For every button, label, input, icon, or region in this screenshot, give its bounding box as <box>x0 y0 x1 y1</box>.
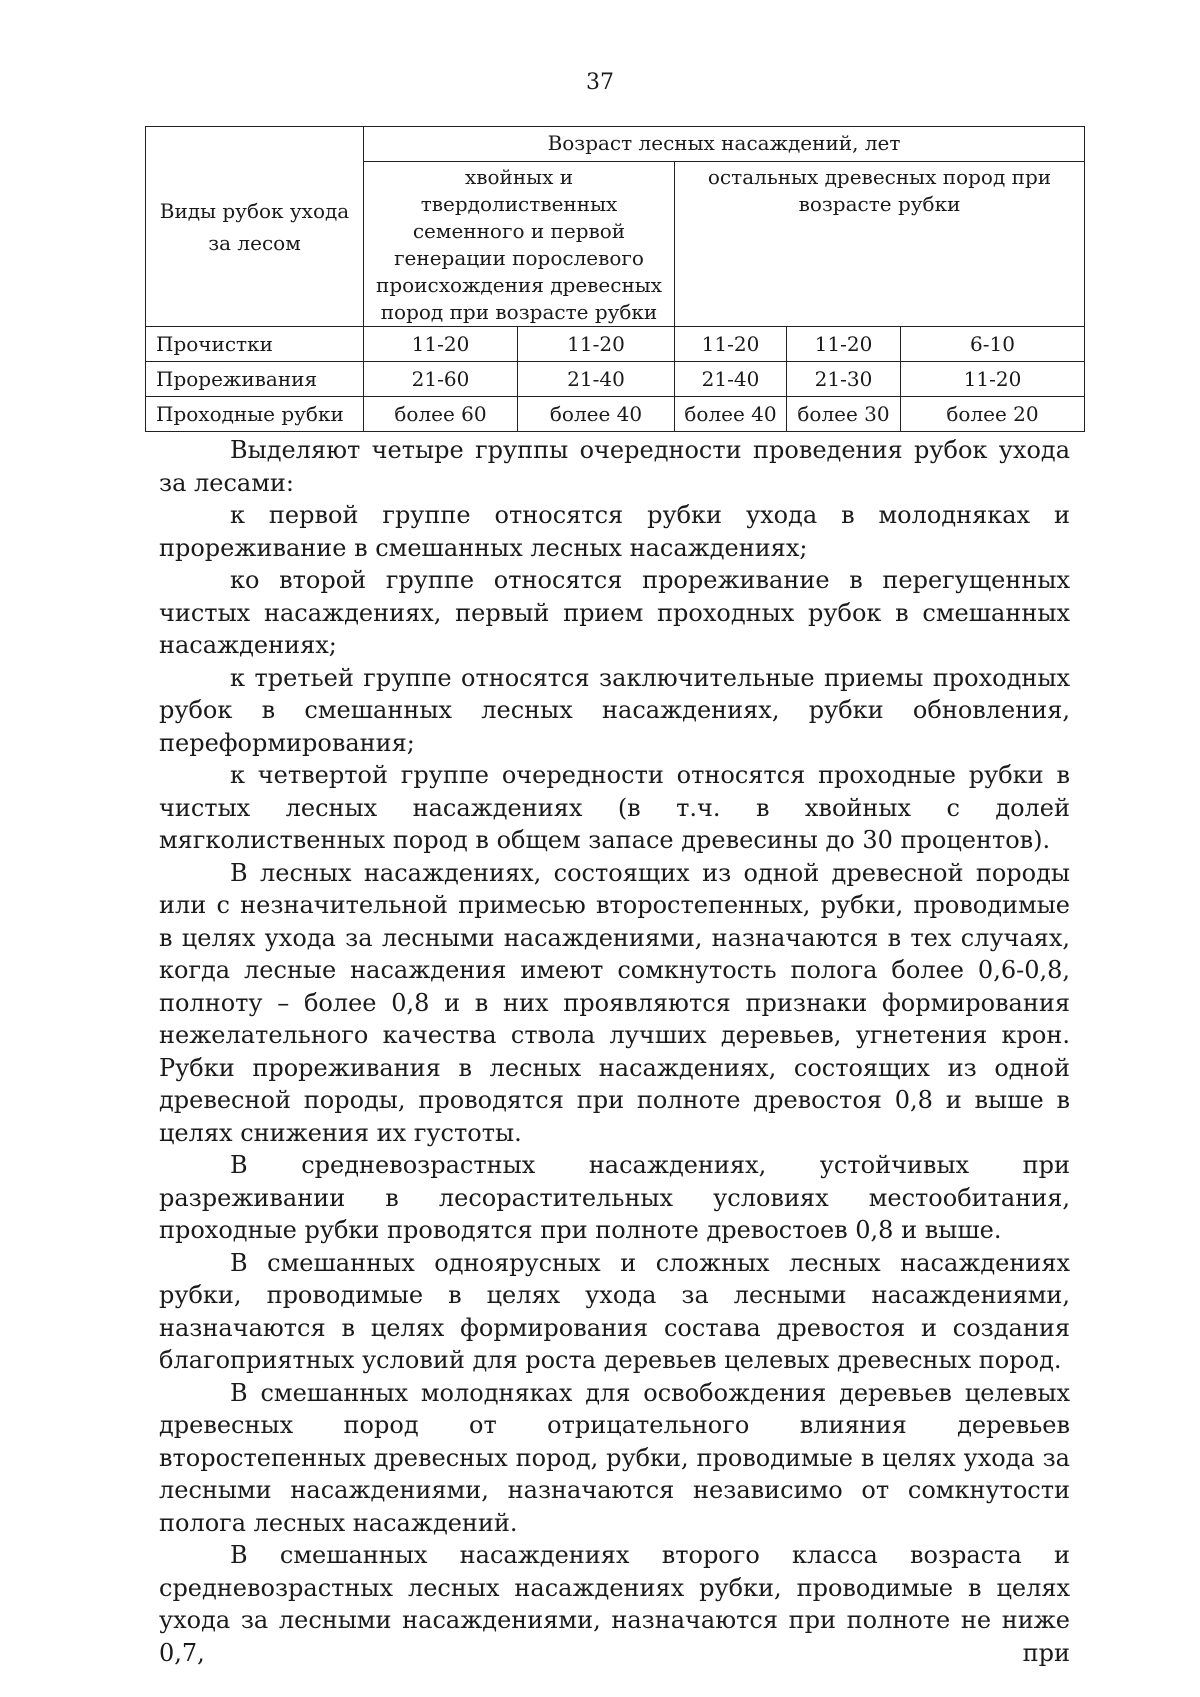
table-cell: 21-40 <box>675 362 787 397</box>
group-header: Возраст лесных насаждений, лет <box>364 127 1085 162</box>
paragraph: В смешанных одноярусных и сложных лесных насаждениях рубки, проводимые в целях ухода за лесными насаждениями, назначаются в целях формирования состава древостоя и создания благоприятных условий для роста деревьев целевых древесных пород. <box>159 1248 1070 1374</box>
paragraph: В смешанных насаждениях второго класса возраста и средневозрастных лесных насаждениях рубки, проводимые в целях ухода за лесными насаждениями, назначаются при полноте не ниже 0,7, при <box>159 1541 1070 1667</box>
table-cell: 11-20 <box>364 327 518 362</box>
subheader-other: остальных древесных пород при возрасте рубки <box>675 162 1085 327</box>
page-number: 37 <box>586 70 614 95</box>
paragraph: к первой группе относятся рубки ухода в молодняках и прореживание в смешанных лесных насаждениях; <box>159 501 1070 562</box>
table-cell: более 40 <box>675 397 787 432</box>
table-cell: 21-40 <box>518 362 675 397</box>
table-cell: 11-20 <box>901 362 1085 397</box>
subheader-conifer: хвойных и твердолиственных семенного и первой генерации порослевого происхождения древесных пород при возрасте рубки <box>364 162 675 327</box>
paragraph: к третьей группе относятся заключительные приемы проходных рубок в смешанных лесных насаждениях, рубки обновления, переформирования; <box>159 663 1070 757</box>
table-row <box>146 327 1085 362</box>
paragraph: В лесных насаждениях, состоящих из одной древесной породы или с незначительной примесью второстепенных, рубки, проводимые в целях ухода за лесными насаждениями, назначаются в тех случаях, когда лесные насаждения имеют сомкнутость полога более 0,6-0,8, полноту – более 0,8 и в них проявляются признаки формирования нежелательного качества ствола лучших деревьев, угнетения крон. Рубки прореживания в лесных насаждениях, состоящих из одной древесной породы, проводятся при полноте древостоя 0,8 и выше в целях снижения их густоты. <box>159 858 1070 1147</box>
table-cell: 11-20 <box>675 327 787 362</box>
table-cell: более 20 <box>901 397 1085 432</box>
table-row <box>146 397 1085 432</box>
table-cell: более 40 <box>518 397 675 432</box>
cutting-age-table <box>145 126 1085 432</box>
body-text <box>159 434 1070 1669</box>
table-cell: 11-20 <box>518 327 675 362</box>
table-cell: 6-10 <box>901 327 1085 362</box>
table-row <box>146 362 1085 397</box>
table-cell: более 30 <box>787 397 901 432</box>
table-cell: 21-30 <box>787 362 901 397</box>
table-cell: более 60 <box>364 397 518 432</box>
row-name: Прореживания <box>146 362 364 397</box>
paragraph: Выделяют четыре группы очередности проведения рубок ухода за лесами: <box>159 436 1070 497</box>
row-header: Виды рубок ухода за лесом <box>159 198 350 255</box>
row-name: Прочистки <box>146 327 364 362</box>
paragraph: ко второй группе относятся прореживание в перегущенных чистых насаждениях, первый прием проходных рубок в смешанных насаждениях; <box>159 566 1070 659</box>
table-cell: 11-20 <box>787 327 901 362</box>
row-header-cell <box>146 127 364 327</box>
paragraph: к четвертой группе очередности относятся проходные рубки в чистых лесных насаждениях (в т.ч. в хвойных с долей мягколиственных пород в общем запасе древесины до 30 процентов). <box>159 761 1070 854</box>
table-cell: 21-60 <box>364 362 518 397</box>
row-name: Проходные рубки <box>146 397 364 432</box>
paragraph: В смешанных молодняках для освобождения деревьев целевых древесных пород от отрицательного влияния деревьев второстепенных древесных пород, рубки, проводимые в целях ухода за лесными насаждениями, назначаются независимо от сомкнутости полога лесных насаждений. <box>159 1378 1070 1537</box>
paragraph: В средневозрастных насаждениях, устойчивых при разреживании в лесорастительных условиях местообитания, проходные рубки проводятся при полноте древостоев 0,8 и выше. <box>159 1151 1070 1244</box>
